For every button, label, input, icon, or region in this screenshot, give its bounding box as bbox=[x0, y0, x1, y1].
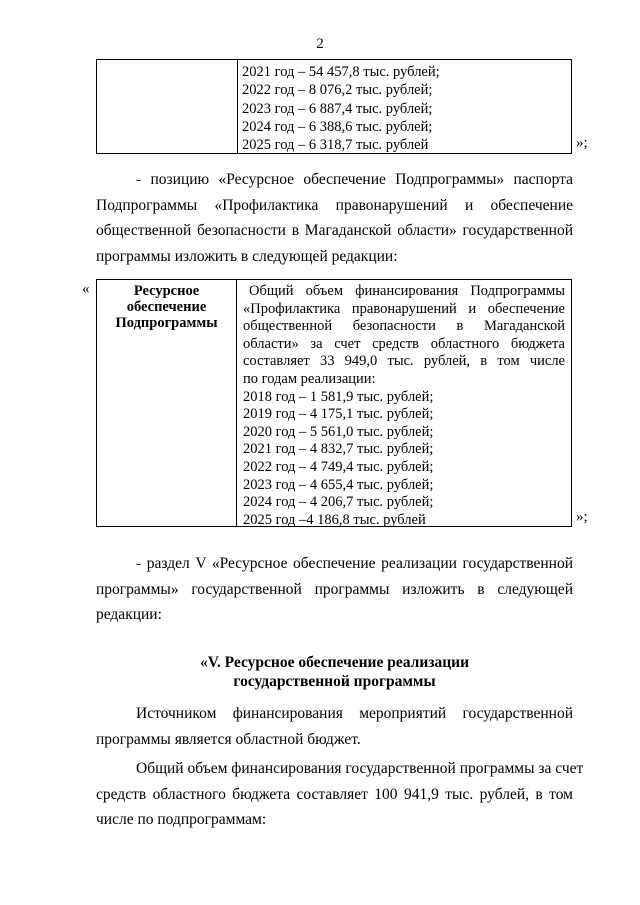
text-line: - позицию «Ресурсное обеспечение Подпрограммы» паспорта bbox=[136, 171, 573, 188]
text-line: общественной безопасности в Магаданской bbox=[243, 318, 565, 335]
table-right-cell bbox=[237, 280, 571, 526]
paragraph-section-change bbox=[96, 551, 573, 628]
year-line: 2020 год – 5 561,0 тыс. рублей; bbox=[243, 423, 434, 440]
paragraph-position-change bbox=[96, 167, 573, 269]
year-line: 2022 год – 8 076,2 тыс. рублей; bbox=[242, 82, 433, 99]
text-line: числе по подпрограммам: bbox=[96, 811, 267, 828]
year-line: 2018 год – 1 581,9 тыс. рублей; bbox=[243, 388, 434, 405]
year-line: 2023 год – 6 887,4 тыс. рублей; bbox=[242, 100, 433, 117]
text-line: «Профилактика правонарушений и обеспечение bbox=[243, 300, 565, 317]
table-right-cell bbox=[238, 60, 571, 153]
left-cell-line: Подпрограммы bbox=[115, 315, 218, 331]
table-left-cell bbox=[97, 280, 237, 526]
left-cell-line: Ресурсное bbox=[133, 283, 200, 299]
heading-line: «V. Ресурсное обеспечение реализации bbox=[199, 654, 470, 671]
year-line: 2019 год – 4 175,1 тыс. рублей; bbox=[243, 406, 434, 423]
text-line: области» за счет средств областного бюджета bbox=[243, 335, 565, 352]
text-line: Общий объем финансирования Подпрограммы bbox=[249, 283, 565, 299]
year-line: 2021 год – 4 832,7 тыс. рублей; bbox=[243, 441, 434, 458]
year-line: 2025 год –4 186,8 тыс. рублей bbox=[243, 511, 426, 528]
table-left-cell bbox=[97, 60, 238, 153]
closing-quote: »; bbox=[576, 135, 588, 151]
year-line: по годам реализации: bbox=[243, 370, 376, 387]
funding-table-continuation bbox=[96, 59, 572, 154]
year-line: 2023 год – 4 655,4 тыс. рублей; bbox=[243, 476, 434, 493]
left-cell-line: обеспечение bbox=[126, 299, 207, 315]
year-line: 2022 год – 4 749,4 тыс. рублей; bbox=[243, 458, 434, 475]
page-number: 2 bbox=[316, 36, 324, 52]
heading-line: государственной программы bbox=[233, 673, 436, 690]
resource-provision-table bbox=[96, 279, 572, 527]
paragraph-total-funding bbox=[96, 756, 584, 833]
year-line: 2021 год – 54 457,8 тыс. рублей; bbox=[242, 64, 440, 80]
text-line: составляет 33 949,0 тыс. рублей, в том числе bbox=[243, 353, 565, 370]
text-line: Источником финансирования мероприятий государственной bbox=[136, 705, 573, 722]
year-line: 2024 год – 4 206,7 тыс. рублей; bbox=[243, 494, 434, 511]
closing-quote: »; bbox=[576, 509, 588, 525]
text-line: общественной безопасности в Магаданской области» государственной bbox=[96, 222, 573, 239]
text-line: Общий объем финансирования государственной программы за счет bbox=[136, 760, 584, 777]
text-line: редакции: bbox=[96, 606, 162, 623]
section-heading bbox=[96, 653, 573, 691]
text-line: программы является областной бюджет. bbox=[96, 730, 361, 748]
text-line: средств областного бюджета составляет 100 941,9 тыс. рублей, в том bbox=[96, 785, 573, 803]
text-line: программы» государственной программы изложить в следующей bbox=[96, 580, 573, 598]
text-line: - раздел V «Ресурсное обеспечение реализации государственной bbox=[136, 555, 573, 572]
opening-quote: « bbox=[82, 281, 90, 297]
text-line: программы изложить в следующей редакции: bbox=[96, 247, 398, 265]
paragraph-funding-source bbox=[96, 701, 573, 752]
text-line: Подпрограммы «Профилактика правонарушений и обеспечение bbox=[96, 196, 573, 214]
year-line: 2025 год – 6 318,7 тыс. рублей bbox=[242, 137, 429, 154]
year-line: 2024 год – 6 388,6 тыс. рублей; bbox=[242, 118, 433, 135]
